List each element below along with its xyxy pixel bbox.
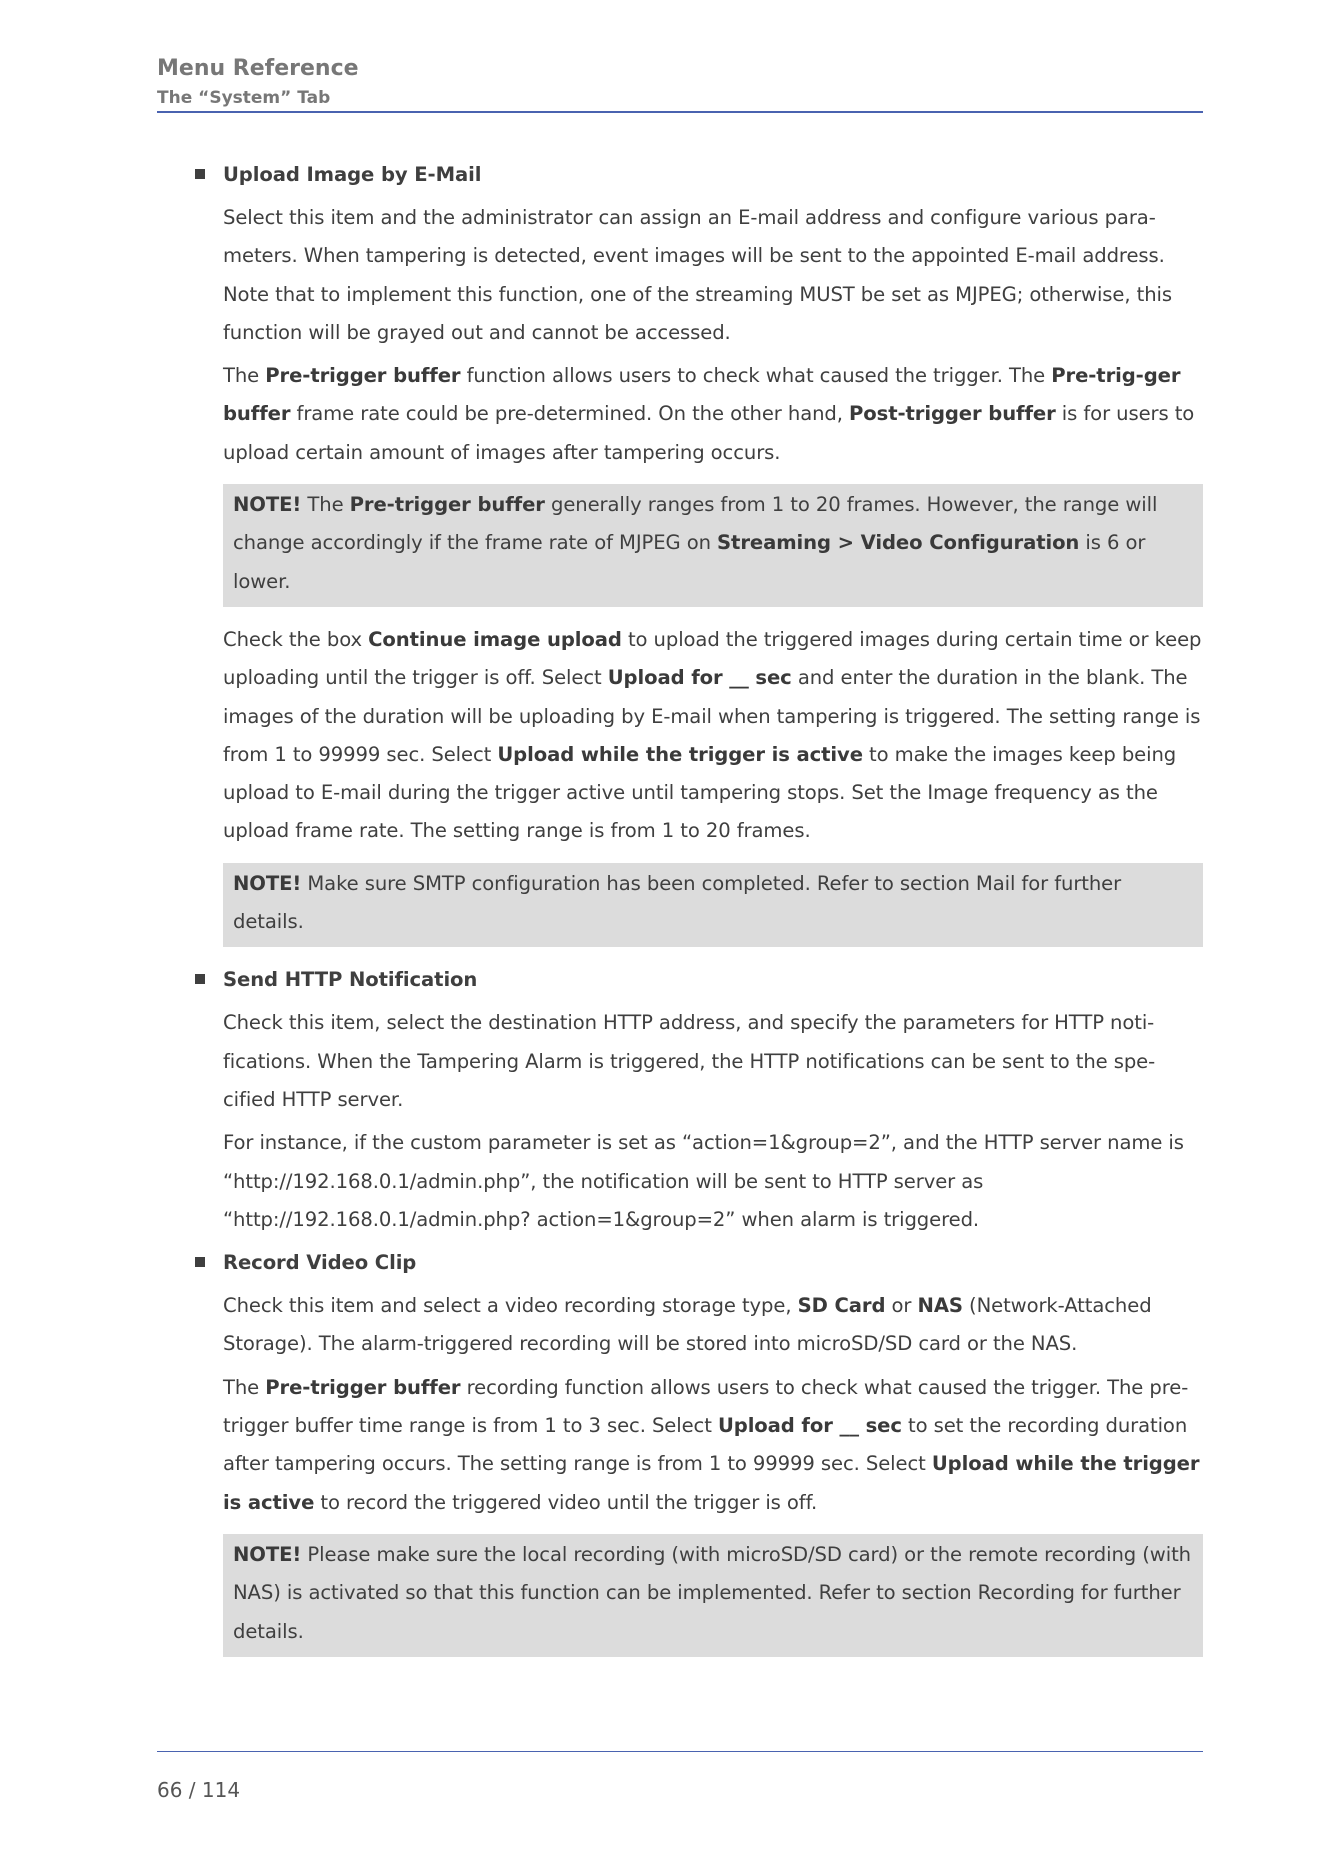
bold-term: Streaming > Video Configuration [717,531,1080,555]
main-content [223,156,1207,1671]
section-title-record-video [223,1244,1207,1282]
text-run: (Network-Attached Storage). The alarm-triggered recording will be stored into microSD/SD card or the NAS. [223,1294,1152,1356]
note-label: NOTE! [233,1542,302,1566]
bold-term: Continue image upload [368,627,622,651]
bold-term: Upload for __ sec [717,1414,902,1438]
page-number: 66 / 114 [157,1778,241,1802]
text-run: Check the box [223,627,369,651]
text-run: to upload the triggered images during certain time or keep uploading until the trigger is off. Select [223,627,1202,690]
note-text [233,865,1193,942]
note-label: NOTE! [233,871,302,895]
bold-term: Pre-trigger buffer [265,364,461,388]
section-title-upload-image [223,156,1207,194]
record-paragraph-1 [223,1287,1207,1364]
note-box [223,863,1203,948]
text-run: or [885,1294,918,1318]
bullet-square-icon [195,1257,205,1267]
upload-paragraph-1: Select this item and the administrator can assign an E-mail address and configure various para-meters. When tampering is detected, event images will be sent to the appointed E-mail address. Note that to implement this function, one of the streaming MUST be set as MJPEG; otherwise, this function will be grayed out and cannot be accessed. [223,206,1172,344]
text-run: function allows users to check what caused the trigger. The [460,364,1052,388]
text-run: is 6 or lower. [233,531,1146,593]
bold-term: Upload while the trigger is active [223,1452,1200,1514]
text-run: The [223,1375,266,1399]
http-paragraph-2: For instance, if the custom parameter is set as “action=1&group=2”, and the HTTP server name is “http://192.168.0.1/admin.php”, the notification will be sent to HTTP server as “http://192.168.0.1/admin.php? action=1&group=2” when alarm is triggered. [223,1131,1184,1231]
text-run: The [223,364,266,388]
text-run: Please make sure the local recording (with microSD/SD card) or the remote recording (with NAS) is activated so that this function can be implemented. Refer to section Recording for further details. [233,1542,1191,1643]
upload-paragraph-3 [223,621,1207,851]
section-title-text: Upload Image by E-Mail [223,163,482,186]
text-run: frame rate could be pre-determined. On the other hand, [290,402,850,426]
page-header [157,54,1203,113]
text-run: and enter the duration in the blank. The images of the duration will be uploading by E-mail when tampering is triggered. The setting range is from 1 to 99999 sec. Select [223,666,1201,766]
bold-term: SD Card [797,1294,886,1318]
record-paragraph-2 [223,1369,1207,1522]
section-title-http-notification [223,961,1207,999]
text-run: is for users to upload certain amount of images after tampering occurs. [223,402,1195,464]
text-run: Make sure SMTP configuration has been completed. Refer to section Mail for further details. [233,871,1122,934]
bold-term: Pre-trigger buffer [265,1375,461,1399]
bold-term: NAS [917,1294,963,1318]
note-label: NOTE! [233,493,302,517]
page-footer [157,1751,1203,1802]
bold-term: Upload for __ sec [607,666,792,690]
bullet-square-icon [195,974,205,984]
text-run: The [301,493,350,517]
text-run: to make the images keep being upload to E-mail during the trigger active until tampering stops. Set the Image frequency as the upload frame rate. The setting range is from 1 to 20 frames. [223,742,1177,843]
note-box [223,484,1203,607]
bold-term: Pre-trig-ger buffer [223,364,1181,426]
text-run: generally ranges from 1 to 20 frames. However, the range will change accordingly if the frame rate of MJPEG on [233,493,1158,555]
text-run: recording function allows users to check what caused the trigger. The pre-trigger buffer time range is from 1 to 3 sec. Select [223,1375,1189,1438]
text-run: to record the triggered video until the trigger is off. [314,1490,818,1514]
header-divider [157,111,1203,113]
http-paragraph-1: Check this item, select the destination HTTP address, and specify the parameters for HTTP noti-fications. When the Tampering Alarm is triggered, the HTTP notifications can be sent to the spe-cified HTTP server. [223,1011,1156,1111]
note-box [223,1534,1203,1657]
footer-divider [157,1751,1203,1752]
section-title-text: Send HTTP Notification [223,968,478,992]
bold-term: Upload while the trigger is active [497,742,863,766]
bold-term: Post-trigger buffer [849,402,1056,426]
text-run: Check this item and select a video recording storage type, [223,1294,798,1318]
bold-term: Pre-trigger buffer [349,493,545,517]
upload-paragraph-2 [223,357,1207,472]
text-run: to set the recording duration after tampering occurs. The setting range is from 1 to 99999 sec. Select [223,1414,1188,1476]
note-text [233,486,1193,601]
header-subtitle: The “System” Tab [157,88,331,108]
bullet-square-icon [195,169,205,179]
header-title: Menu Reference [157,56,359,81]
section-title-text: Record Video Clip [223,1251,417,1275]
note-text [233,1536,1193,1651]
